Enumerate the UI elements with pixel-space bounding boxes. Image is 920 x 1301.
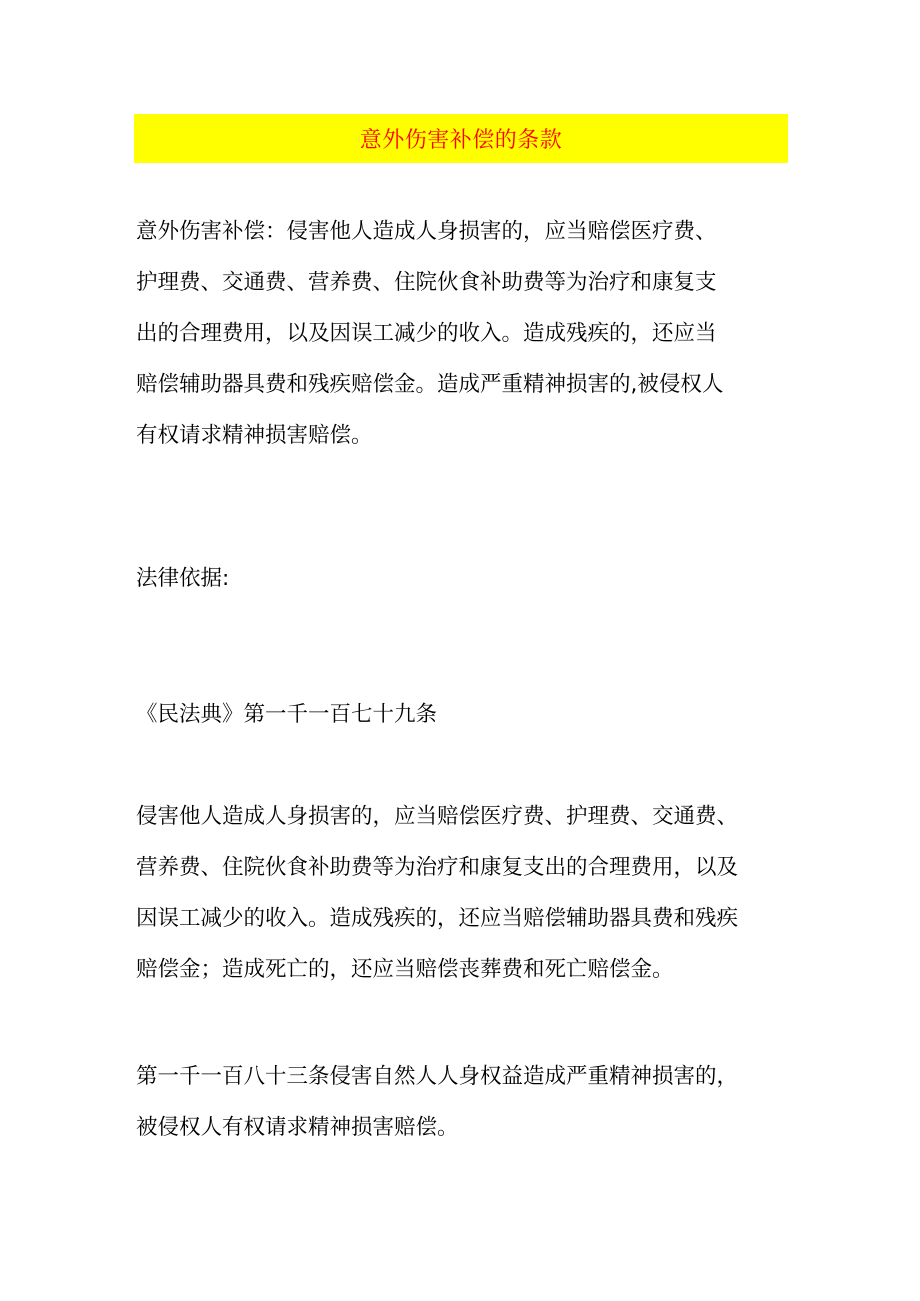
document-title: 意外伤害补偿的条款 [359, 128, 563, 153]
legal-basis-label: 法律依据: [136, 566, 230, 591]
article-heading: 《民法典》第一千一百七十九条 [136, 702, 438, 727]
article-1183-paragraph: 第一千一百八十三条侵害自然人人身权益造成严重精神损害的， 被侵权人有权请求精神损害赔偿。 [136, 1064, 739, 1140]
intro-paragraph: 意外伤害补偿：侵害他人造成人身损害的，应当赔偿医疗费、 护理费、交通费、营养费、住院伙食补助费等为治疗和康复支 出的合理费用，以及因误工减少的收入。造成残疾的，还应当 赔偿辅助器具费和残疾赔偿金。造成严重精神损害的,被侵权人 有权请求精神损害赔偿。 [136, 219, 724, 448]
article-1179-paragraph: 侵害他人造成人身损害的，应当赔偿医疗费、护理费、交通费、 营养费、住院伙食补助费等为治疗和康复支出的合理费用，以及 因误工减少的收入。造成残疾的，还应当赔偿辅助器具费和残疾 赔偿金；造成死亡的，还应当赔偿丧葬费和死亡赔偿金。 [136, 804, 739, 982]
document-title-banner [134, 114, 788, 163]
